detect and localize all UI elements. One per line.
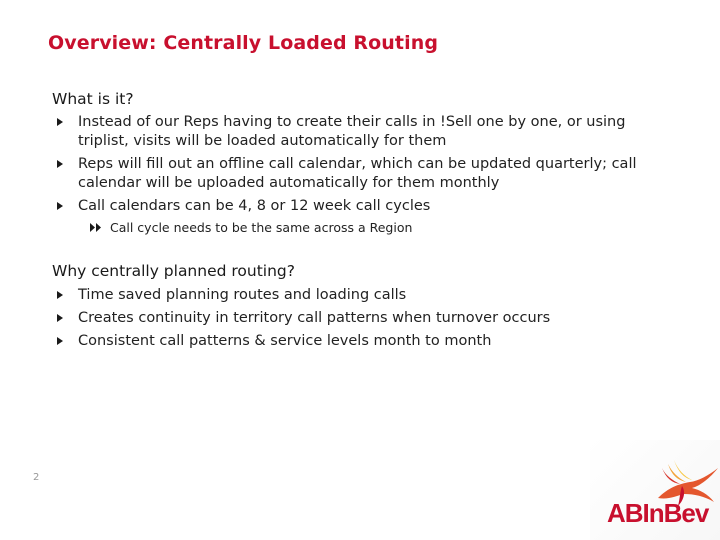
triangle-bullet-icon: [57, 314, 63, 322]
bullet-list-what: [57, 113, 678, 220]
bullet-text: Creates continuity in territory call patterns when turnover occurs: [78, 310, 551, 326]
list-item: [57, 309, 678, 328]
triangle-bullet-icon: [57, 118, 63, 126]
bullet-text: Call calendars can be 4, 8 or 12 week call cycles: [78, 198, 431, 214]
bullet-text: Consistent call patterns & service levels month to month: [78, 333, 492, 349]
section-heading-what: What is it?: [52, 90, 134, 108]
list-item: [57, 332, 678, 351]
slide-title: Overview: Centrally Loaded Routing: [48, 32, 439, 54]
double-triangle-bullet-icon: [90, 223, 102, 232]
sub-list-item: [90, 219, 412, 236]
bullet-text: Time saved planning routes and loading calls: [78, 287, 407, 303]
list-item: [57, 197, 678, 216]
bullet-list-why: [57, 286, 678, 355]
abinbev-logo: [590, 440, 720, 540]
list-item: [57, 155, 678, 193]
page-number: 2: [33, 472, 40, 483]
triangle-bullet-icon: [57, 160, 63, 168]
sub-bullet-text: Call cycle needs to be the same across a Region: [110, 220, 413, 235]
sub-bullet-list: [90, 219, 412, 236]
list-item: [57, 286, 678, 305]
list-item: [57, 113, 678, 151]
triangle-bullet-icon: [57, 291, 63, 299]
triangle-bullet-icon: [57, 337, 63, 345]
section-heading-why: Why centrally planned routing?: [52, 262, 295, 280]
triangle-bullet-icon: [57, 202, 63, 210]
logo-wordmark: ABInBev: [607, 498, 709, 528]
bullet-text: Reps will fill out an offline call calendar, which can be updated quarterly; call calendar will be uploaded automatically for them monthly: [78, 156, 637, 191]
bullet-text: Instead of our Reps having to create their calls in !Sell one by one, or using triplist, visits will be loaded automatically for them: [78, 114, 626, 149]
